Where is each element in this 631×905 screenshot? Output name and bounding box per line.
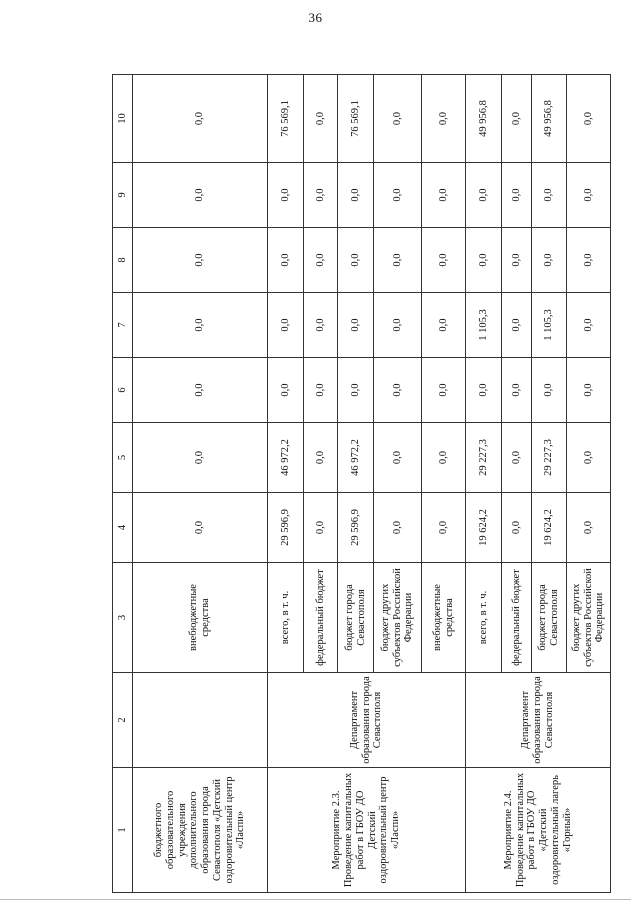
value-cell: 0,0 (374, 293, 422, 358)
value-cell: 0,0 (133, 75, 268, 163)
value-cell: 19 624,2 (466, 493, 502, 563)
value-cell: 0,0 (422, 358, 466, 423)
value-cell: 0,0 (374, 163, 422, 228)
funding-source: бюджет других субъектов Российской Федерации (374, 563, 422, 673)
page-number: 36 (308, 10, 323, 25)
col-header-10: 10 (113, 75, 133, 163)
value-cell: 0,0 (133, 293, 268, 358)
value-cell: 0,0 (304, 493, 338, 563)
value-cell: 0,0 (567, 493, 611, 563)
value-cell: 49 956,8 (532, 75, 567, 163)
value-cell: 0,0 (422, 493, 466, 563)
funding-source: всего, в т. ч. (466, 563, 502, 673)
col-header-7: 7 (113, 293, 133, 358)
table-row (466, 75, 502, 893)
value-cell: 0,0 (338, 163, 374, 228)
col-header-4: 4 (113, 493, 133, 563)
value-cell: 0,0 (374, 358, 422, 423)
value-cell: 76 569,1 (338, 75, 374, 163)
scan-edge-line (0, 899, 631, 900)
budget-table (112, 74, 611, 893)
value-cell: 0,0 (567, 358, 611, 423)
col-header-6: 6 (113, 358, 133, 423)
funding-source: внебюджетные средства (422, 563, 466, 673)
value-cell: 0,0 (422, 75, 466, 163)
value-cell: 0,0 (567, 163, 611, 228)
value-cell: 0,0 (502, 228, 532, 293)
value-cell: 46 972,2 (338, 423, 374, 493)
value-cell: 0,0 (567, 75, 611, 163)
measure-name-cont: бюджетного образовательного учреждения дополнительного образования города Севастополя «Детский оздоровительный центр «Ласпи» (133, 768, 268, 893)
value-cell: 0,0 (304, 163, 338, 228)
value-cell: 29 596,9 (268, 493, 304, 563)
value-cell: 0,0 (502, 75, 532, 163)
value-cell: 0,0 (338, 358, 374, 423)
rotated-table-wrapper (112, 75, 606, 893)
col-header-8: 8 (113, 228, 133, 293)
value-cell: 0,0 (532, 358, 567, 423)
value-cell: 29 596,9 (338, 493, 374, 563)
value-cell: 0,0 (422, 228, 466, 293)
value-cell: 0,0 (466, 228, 502, 293)
col-header-2: 2 (113, 673, 133, 768)
value-cell: 0,0 (502, 493, 532, 563)
value-cell: 0,0 (268, 163, 304, 228)
funding-source: федеральный бюджет (502, 563, 532, 673)
value-cell: 29 227,3 (466, 423, 502, 493)
value-cell: 0,0 (304, 75, 338, 163)
col-header-5: 5 (113, 423, 133, 493)
funding-source: внебюджетные средства (133, 563, 268, 673)
funding-source: бюджет других субъектов Российской Федерации (567, 563, 611, 673)
value-cell: 0,0 (422, 163, 466, 228)
value-cell: 0,0 (567, 423, 611, 493)
value-cell: 0,0 (133, 423, 268, 493)
value-cell: 0,0 (502, 293, 532, 358)
value-cell: 49 956,8 (466, 75, 502, 163)
value-cell: 0,0 (304, 423, 338, 493)
value-cell: 0,0 (374, 75, 422, 163)
value-cell: 29 227,3 (532, 423, 567, 493)
value-cell: 19 624,2 (532, 493, 567, 563)
value-cell: 0,0 (268, 293, 304, 358)
value-cell: 0,0 (466, 358, 502, 423)
value-cell: 0,0 (304, 358, 338, 423)
executor-cell (133, 673, 268, 768)
value-cell: 0,0 (133, 163, 268, 228)
funding-source: федеральный бюджет (304, 563, 338, 673)
value-cell: 0,0 (268, 228, 304, 293)
value-cell: 0,0 (304, 293, 338, 358)
measure-name: Мероприятие 2.3. Проведение капитальных работ в ГБОУ ДО Детский оздоровительный центр «Ласпи» (268, 768, 466, 893)
value-cell: 0,0 (374, 493, 422, 563)
value-cell: 0,0 (338, 228, 374, 293)
col-header-9: 9 (113, 163, 133, 228)
value-cell: 0,0 (133, 493, 268, 563)
value-cell: 0,0 (502, 163, 532, 228)
value-cell: 0,0 (532, 228, 567, 293)
funding-source: бюджет города Севастополя (532, 563, 567, 673)
value-cell: 0,0 (268, 358, 304, 423)
funding-source: всего, в т. ч. (268, 563, 304, 673)
value-cell: 0,0 (466, 163, 502, 228)
col-header-3: 3 (113, 563, 133, 673)
value-cell: 0,0 (567, 293, 611, 358)
budget-table-frame (112, 75, 606, 893)
table-row (133, 75, 268, 893)
funding-source: бюджет города Севастополя (338, 563, 374, 673)
executor-cell: Департамент образования города Севастополя (466, 673, 611, 768)
executor-cell: Департамент образования города Севастополя (268, 673, 466, 768)
value-cell: 0,0 (338, 293, 374, 358)
value-cell: 0,0 (422, 423, 466, 493)
table-row (268, 75, 304, 893)
header-row (113, 75, 133, 893)
value-cell: 0,0 (374, 228, 422, 293)
measure-name: Мероприятие 2.4. Проведение капитальных работ в ГБОУ ДО «Детский оздоровительный лагерь «Горный» (466, 768, 611, 893)
value-cell: 0,0 (502, 423, 532, 493)
value-cell: 0,0 (502, 358, 532, 423)
value-cell: 0,0 (374, 423, 422, 493)
value-cell: 0,0 (133, 228, 268, 293)
value-cell: 0,0 (532, 163, 567, 228)
value-cell: 0,0 (422, 293, 466, 358)
value-cell: 1 105,3 (532, 293, 567, 358)
value-cell: 0,0 (304, 228, 338, 293)
col-header-1: 1 (113, 768, 133, 893)
value-cell: 46 972,2 (268, 423, 304, 493)
value-cell: 0,0 (567, 228, 611, 293)
value-cell: 76 569,1 (268, 75, 304, 163)
value-cell: 0,0 (133, 358, 268, 423)
value-cell: 1 105,3 (466, 293, 502, 358)
